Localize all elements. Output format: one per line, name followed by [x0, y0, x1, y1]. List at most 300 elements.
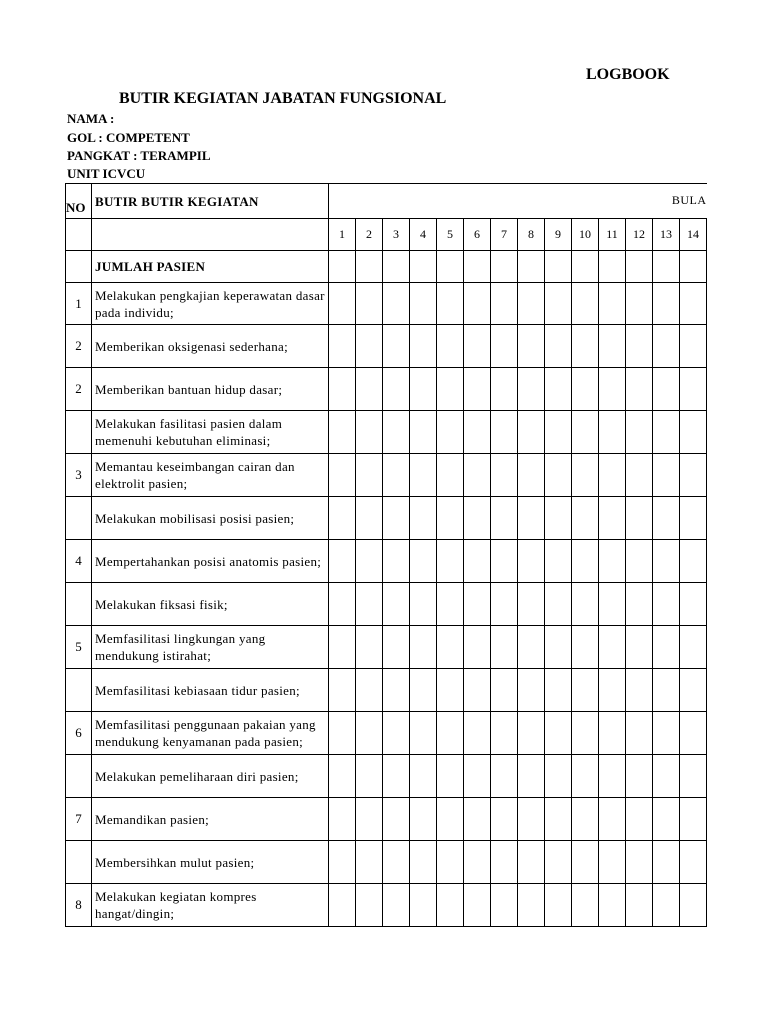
day-cell[interactable]	[491, 540, 518, 583]
day-cell[interactable]	[410, 540, 437, 583]
row-number	[66, 755, 92, 798]
day-cell[interactable]	[410, 798, 437, 841]
activity-row	[66, 841, 707, 884]
day-cell[interactable]	[653, 583, 680, 626]
day-cell[interactable]	[680, 325, 707, 368]
day-cell[interactable]	[356, 454, 383, 497]
day-cell[interactable]	[572, 669, 599, 712]
day-cell[interactable]	[626, 411, 653, 454]
day-cell[interactable]	[356, 669, 383, 712]
day-cell[interactable]	[464, 798, 491, 841]
day-cell[interactable]	[680, 540, 707, 583]
day-cell[interactable]	[356, 283, 383, 325]
day-cell[interactable]	[626, 325, 653, 368]
day-cell[interactable]	[437, 798, 464, 841]
row-number: 4	[66, 540, 92, 583]
day-cell[interactable]	[626, 884, 653, 927]
day-cell[interactable]	[437, 325, 464, 368]
day-cell[interactable]	[383, 497, 410, 540]
day-cell[interactable]	[680, 884, 707, 927]
day-cell[interactable]	[599, 540, 626, 583]
day-cell[interactable]	[518, 497, 545, 540]
activity-text: Memberikan bantuan hidup dasar;	[95, 381, 283, 397]
day-cell[interactable]	[410, 411, 437, 454]
day-cell[interactable]	[518, 283, 545, 325]
day-cell[interactable]	[329, 368, 356, 411]
day-cell[interactable]	[572, 411, 599, 454]
day-cell[interactable]	[356, 368, 383, 411]
day-cell[interactable]	[383, 411, 410, 454]
day-cell[interactable]	[329, 497, 356, 540]
day-cell[interactable]	[518, 626, 545, 669]
activity-text: Melakukan fasilitasi pasien dalam memenuhi kebutuhan eliminasi;	[95, 416, 283, 448]
activity-row	[66, 669, 707, 712]
activity-text: Melakukan mobilisasi posisi pasien;	[95, 510, 295, 526]
day-cell[interactable]	[572, 368, 599, 411]
day-cell[interactable]	[410, 755, 437, 798]
day-cell[interactable]	[491, 497, 518, 540]
day-cell[interactable]	[599, 841, 626, 884]
month-label: BULA	[671, 193, 707, 207]
day-cell[interactable]	[356, 798, 383, 841]
day-cell[interactable]	[599, 712, 626, 755]
day-cell[interactable]	[653, 669, 680, 712]
day-cell[interactable]	[680, 454, 707, 497]
day-cell[interactable]	[356, 411, 383, 454]
row-number: 2	[66, 368, 92, 411]
day-cell[interactable]	[437, 454, 464, 497]
day-cell[interactable]	[383, 798, 410, 841]
day-cell[interactable]	[653, 251, 680, 283]
empty-cell	[66, 251, 92, 283]
day-cell[interactable]	[437, 540, 464, 583]
day-cell[interactable]	[545, 283, 572, 325]
day-cell[interactable]	[329, 798, 356, 841]
day-cell[interactable]	[572, 626, 599, 669]
day-cell[interactable]	[383, 841, 410, 884]
day-cell[interactable]	[653, 368, 680, 411]
day-cell[interactable]	[626, 755, 653, 798]
day-cell[interactable]	[680, 411, 707, 454]
day-cell[interactable]	[437, 626, 464, 669]
day-cell[interactable]	[599, 283, 626, 325]
activity-cell	[92, 497, 329, 540]
day-cell[interactable]	[653, 454, 680, 497]
row-number	[66, 583, 92, 626]
activity-cell	[92, 626, 329, 669]
activity-row	[66, 712, 707, 755]
day-cell[interactable]	[464, 712, 491, 755]
day-cell[interactable]	[356, 540, 383, 583]
day-cell[interactable]	[491, 798, 518, 841]
day-cell[interactable]	[383, 368, 410, 411]
day-cell[interactable]	[464, 454, 491, 497]
day-cell[interactable]	[329, 626, 356, 669]
day-cell[interactable]	[599, 798, 626, 841]
day-cell[interactable]	[626, 712, 653, 755]
day-cell[interactable]	[329, 841, 356, 884]
day-cell[interactable]	[572, 251, 599, 283]
day-cell[interactable]	[464, 368, 491, 411]
day-cell[interactable]	[680, 798, 707, 841]
day-cell[interactable]	[653, 841, 680, 884]
activity-text: Mempertahankan posisi anatomis pasien;	[95, 553, 322, 569]
day-cell[interactable]	[356, 712, 383, 755]
day-cell[interactable]	[653, 411, 680, 454]
day-cell[interactable]	[491, 325, 518, 368]
day-cell[interactable]	[653, 755, 680, 798]
day-cell[interactable]	[491, 669, 518, 712]
activity-row	[66, 755, 707, 798]
day-cell[interactable]	[599, 368, 626, 411]
day-cell[interactable]	[464, 583, 491, 626]
day-cell[interactable]	[572, 497, 599, 540]
day-cell[interactable]	[518, 755, 545, 798]
activity-cell	[92, 583, 329, 626]
activity-text: Memfasilitasi kebiasaan tidur pasien;	[95, 682, 300, 698]
day-cell[interactable]	[545, 497, 572, 540]
day-cell[interactable]	[491, 712, 518, 755]
day-cell[interactable]	[653, 540, 680, 583]
day-header: 2	[356, 219, 383, 251]
day-header: 13	[653, 219, 680, 251]
day-cell[interactable]	[653, 798, 680, 841]
day-cell[interactable]	[410, 669, 437, 712]
activity-row	[66, 626, 707, 669]
day-cell[interactable]	[356, 583, 383, 626]
day-cell[interactable]	[491, 841, 518, 884]
day-cell[interactable]	[545, 251, 572, 283]
day-cell[interactable]	[410, 583, 437, 626]
day-cell[interactable]	[572, 325, 599, 368]
day-cell[interactable]	[545, 583, 572, 626]
row-number: 3	[66, 454, 92, 497]
activity-cell	[92, 841, 329, 884]
page-title: BUTIR KEGIATAN JABATAN FUNGSIONAL	[119, 90, 447, 107]
row-number	[66, 669, 92, 712]
day-cell[interactable]	[356, 755, 383, 798]
day-cell[interactable]	[626, 583, 653, 626]
day-header: 5	[437, 219, 464, 251]
day-cell[interactable]	[599, 497, 626, 540]
day-cell[interactable]	[518, 251, 545, 283]
day-cell[interactable]	[464, 411, 491, 454]
day-cell[interactable]	[626, 454, 653, 497]
day-cell[interactable]	[329, 583, 356, 626]
row-number: 8	[66, 884, 92, 927]
activity-text: Melakukan kegiatan kompres hangat/dingin;	[95, 889, 257, 921]
day-cell[interactable]	[599, 454, 626, 497]
day-cell[interactable]	[572, 583, 599, 626]
day-cell[interactable]	[518, 368, 545, 411]
day-cell[interactable]	[680, 755, 707, 798]
activity-row	[66, 283, 707, 325]
empty-cell	[66, 219, 92, 251]
day-header: 14	[680, 219, 707, 251]
logbook-table	[65, 183, 707, 927]
day-header: 1	[329, 219, 356, 251]
column-header-activity: BUTIR BUTIR KEGIATAN	[92, 184, 329, 219]
day-cell[interactable]	[599, 411, 626, 454]
day-cell[interactable]	[383, 325, 410, 368]
day-cell[interactable]	[437, 583, 464, 626]
day-cell[interactable]	[572, 540, 599, 583]
day-cell[interactable]	[491, 368, 518, 411]
day-cell[interactable]	[464, 841, 491, 884]
day-cell[interactable]	[518, 798, 545, 841]
row-number: 6	[66, 712, 92, 755]
day-cell[interactable]	[545, 411, 572, 454]
day-cell[interactable]	[329, 411, 356, 454]
total-row	[66, 251, 707, 283]
day-cell[interactable]	[545, 669, 572, 712]
day-cell[interactable]	[356, 325, 383, 368]
day-cell[interactable]	[572, 283, 599, 325]
day-cell[interactable]	[518, 411, 545, 454]
day-cell[interactable]	[626, 251, 653, 283]
day-cell[interactable]	[545, 454, 572, 497]
day-cell[interactable]	[356, 497, 383, 540]
day-cell[interactable]	[383, 626, 410, 669]
day-cell[interactable]	[437, 884, 464, 927]
pangkat-field: PANGKAT : TERAMPIL	[67, 148, 211, 163]
total-label: JUMLAH PASIEN	[92, 251, 329, 283]
day-cell[interactable]	[464, 626, 491, 669]
row-number: 2	[66, 325, 92, 368]
day-cell[interactable]	[680, 841, 707, 884]
activity-row	[66, 540, 707, 583]
day-cell[interactable]	[518, 884, 545, 927]
day-cell[interactable]	[464, 669, 491, 712]
day-cell[interactable]	[626, 798, 653, 841]
day-cell[interactable]	[518, 454, 545, 497]
activity-cell	[92, 411, 329, 454]
day-cell[interactable]	[383, 251, 410, 283]
day-cell[interactable]	[437, 712, 464, 755]
day-cell[interactable]	[491, 454, 518, 497]
day-cell[interactable]	[464, 325, 491, 368]
day-cell[interactable]	[356, 251, 383, 283]
day-cell[interactable]	[545, 325, 572, 368]
day-cell[interactable]	[545, 626, 572, 669]
activity-cell	[92, 884, 329, 927]
day-cell[interactable]	[572, 454, 599, 497]
day-header: 8	[518, 219, 545, 251]
day-header: 12	[626, 219, 653, 251]
day-cell[interactable]	[383, 755, 410, 798]
day-cell[interactable]	[437, 368, 464, 411]
day-cell[interactable]	[680, 497, 707, 540]
day-cell[interactable]	[464, 283, 491, 325]
activity-text: Memantau keseimbangan cairan dan elektrolit pasien;	[95, 459, 295, 491]
activity-row	[66, 454, 707, 497]
day-cell[interactable]	[437, 411, 464, 454]
day-cell[interactable]	[545, 841, 572, 884]
day-cell[interactable]	[356, 626, 383, 669]
day-header: 6	[464, 219, 491, 251]
day-cell[interactable]	[329, 884, 356, 927]
day-cell[interactable]	[329, 755, 356, 798]
day-cell[interactable]	[626, 669, 653, 712]
header-row	[66, 184, 707, 219]
day-cell[interactable]	[545, 798, 572, 841]
column-header-no: NO	[66, 184, 92, 219]
day-cell[interactable]	[329, 454, 356, 497]
day-cell[interactable]	[680, 368, 707, 411]
day-cell[interactable]	[437, 283, 464, 325]
activity-cell	[92, 712, 329, 755]
day-cell[interactable]	[383, 283, 410, 325]
day-cell[interactable]	[653, 884, 680, 927]
day-cell[interactable]	[572, 755, 599, 798]
day-cell[interactable]	[383, 712, 410, 755]
day-cell[interactable]	[626, 540, 653, 583]
day-cell[interactable]	[680, 251, 707, 283]
day-cell[interactable]	[653, 712, 680, 755]
day-cell[interactable]	[653, 626, 680, 669]
day-cell[interactable]	[464, 251, 491, 283]
day-cell[interactable]	[383, 669, 410, 712]
day-cell[interactable]	[599, 583, 626, 626]
day-cell[interactable]	[437, 251, 464, 283]
day-header: 11	[599, 219, 626, 251]
day-cell[interactable]	[491, 755, 518, 798]
day-cell[interactable]	[383, 884, 410, 927]
day-cell[interactable]	[572, 884, 599, 927]
day-cell[interactable]	[545, 712, 572, 755]
day-cell[interactable]	[491, 583, 518, 626]
activity-cell	[92, 798, 329, 841]
nama-field: NAMA :	[67, 111, 115, 126]
day-cell[interactable]	[680, 669, 707, 712]
day-cell[interactable]	[599, 325, 626, 368]
day-cell[interactable]	[464, 884, 491, 927]
day-cell[interactable]	[653, 283, 680, 325]
day-cell[interactable]	[518, 712, 545, 755]
day-cell[interactable]	[383, 583, 410, 626]
day-cell[interactable]	[572, 712, 599, 755]
day-cell[interactable]	[410, 841, 437, 884]
day-cell[interactable]	[329, 669, 356, 712]
day-cell[interactable]	[545, 884, 572, 927]
day-cell[interactable]	[410, 368, 437, 411]
day-cell[interactable]	[599, 755, 626, 798]
day-cell[interactable]	[626, 841, 653, 884]
day-cell[interactable]	[410, 884, 437, 927]
day-cell[interactable]	[464, 497, 491, 540]
day-cell[interactable]	[491, 884, 518, 927]
row-number	[66, 841, 92, 884]
day-cell[interactable]	[626, 283, 653, 325]
day-cell[interactable]	[491, 626, 518, 669]
activity-text: Memfasilitasi penggunaan pakaian yang mendukung kenyamanan pada pasien;	[95, 717, 316, 749]
day-cell[interactable]	[518, 325, 545, 368]
day-cell[interactable]	[491, 283, 518, 325]
activity-row	[66, 798, 707, 841]
gol-field: GOL : COMPETENT	[67, 130, 190, 145]
day-cell[interactable]	[410, 251, 437, 283]
activity-text: Membersihkan mulut pasien;	[95, 854, 255, 870]
day-cell[interactable]	[680, 712, 707, 755]
day-cell[interactable]	[464, 540, 491, 583]
day-cell[interactable]	[599, 251, 626, 283]
day-header: 7	[491, 219, 518, 251]
day-cell[interactable]	[383, 540, 410, 583]
day-cell[interactable]	[410, 283, 437, 325]
day-cell[interactable]	[626, 497, 653, 540]
day-cell[interactable]	[329, 251, 356, 283]
activity-row	[66, 411, 707, 454]
day-header: 10	[572, 219, 599, 251]
day-cell[interactable]	[680, 583, 707, 626]
day-cell[interactable]	[545, 540, 572, 583]
day-number-row	[66, 219, 707, 251]
activity-text: Memfasilitasi lingkungan yang mendukung istirahat;	[95, 631, 266, 663]
row-number: 5	[66, 626, 92, 669]
day-cell[interactable]	[410, 626, 437, 669]
day-cell[interactable]	[518, 669, 545, 712]
day-cell[interactable]	[653, 325, 680, 368]
day-cell[interactable]	[518, 540, 545, 583]
day-cell[interactable]	[356, 841, 383, 884]
day-cell[interactable]	[518, 583, 545, 626]
day-cell[interactable]	[437, 755, 464, 798]
day-cell[interactable]	[680, 283, 707, 325]
day-cell[interactable]	[491, 411, 518, 454]
column-header-month	[329, 184, 707, 219]
day-cell[interactable]	[599, 626, 626, 669]
day-cell[interactable]	[653, 497, 680, 540]
day-cell[interactable]	[437, 841, 464, 884]
activity-row	[66, 884, 707, 927]
day-header: 9	[545, 219, 572, 251]
day-cell[interactable]	[518, 841, 545, 884]
activity-cell	[92, 454, 329, 497]
day-cell[interactable]	[464, 755, 491, 798]
activity-cell	[92, 755, 329, 798]
day-cell[interactable]	[437, 669, 464, 712]
day-cell[interactable]	[626, 368, 653, 411]
day-cell[interactable]	[410, 712, 437, 755]
day-cell[interactable]	[545, 755, 572, 798]
activity-text: Melakukan pemeliharaan diri pasien;	[95, 768, 299, 784]
day-cell[interactable]	[599, 669, 626, 712]
day-cell[interactable]	[572, 798, 599, 841]
day-cell[interactable]	[383, 454, 410, 497]
day-cell[interactable]	[329, 712, 356, 755]
activity-cell	[92, 325, 329, 368]
activity-cell	[92, 368, 329, 411]
day-header: 3	[383, 219, 410, 251]
day-cell[interactable]	[437, 497, 464, 540]
day-cell[interactable]	[626, 626, 653, 669]
day-cell[interactable]	[329, 540, 356, 583]
day-cell[interactable]	[410, 497, 437, 540]
day-cell[interactable]	[356, 884, 383, 927]
day-cell[interactable]	[545, 368, 572, 411]
day-cell[interactable]	[491, 251, 518, 283]
day-cell[interactable]	[329, 283, 356, 325]
day-cell[interactable]	[680, 626, 707, 669]
day-cell[interactable]	[410, 325, 437, 368]
day-cell[interactable]	[599, 884, 626, 927]
activity-text: Melakukan pengkajian keperawatan dasar pada individu;	[95, 287, 325, 320]
day-cell[interactable]	[410, 454, 437, 497]
activity-cell	[92, 669, 329, 712]
day-cell[interactable]	[572, 841, 599, 884]
row-number: 7	[66, 798, 92, 841]
day-cell[interactable]	[329, 325, 356, 368]
